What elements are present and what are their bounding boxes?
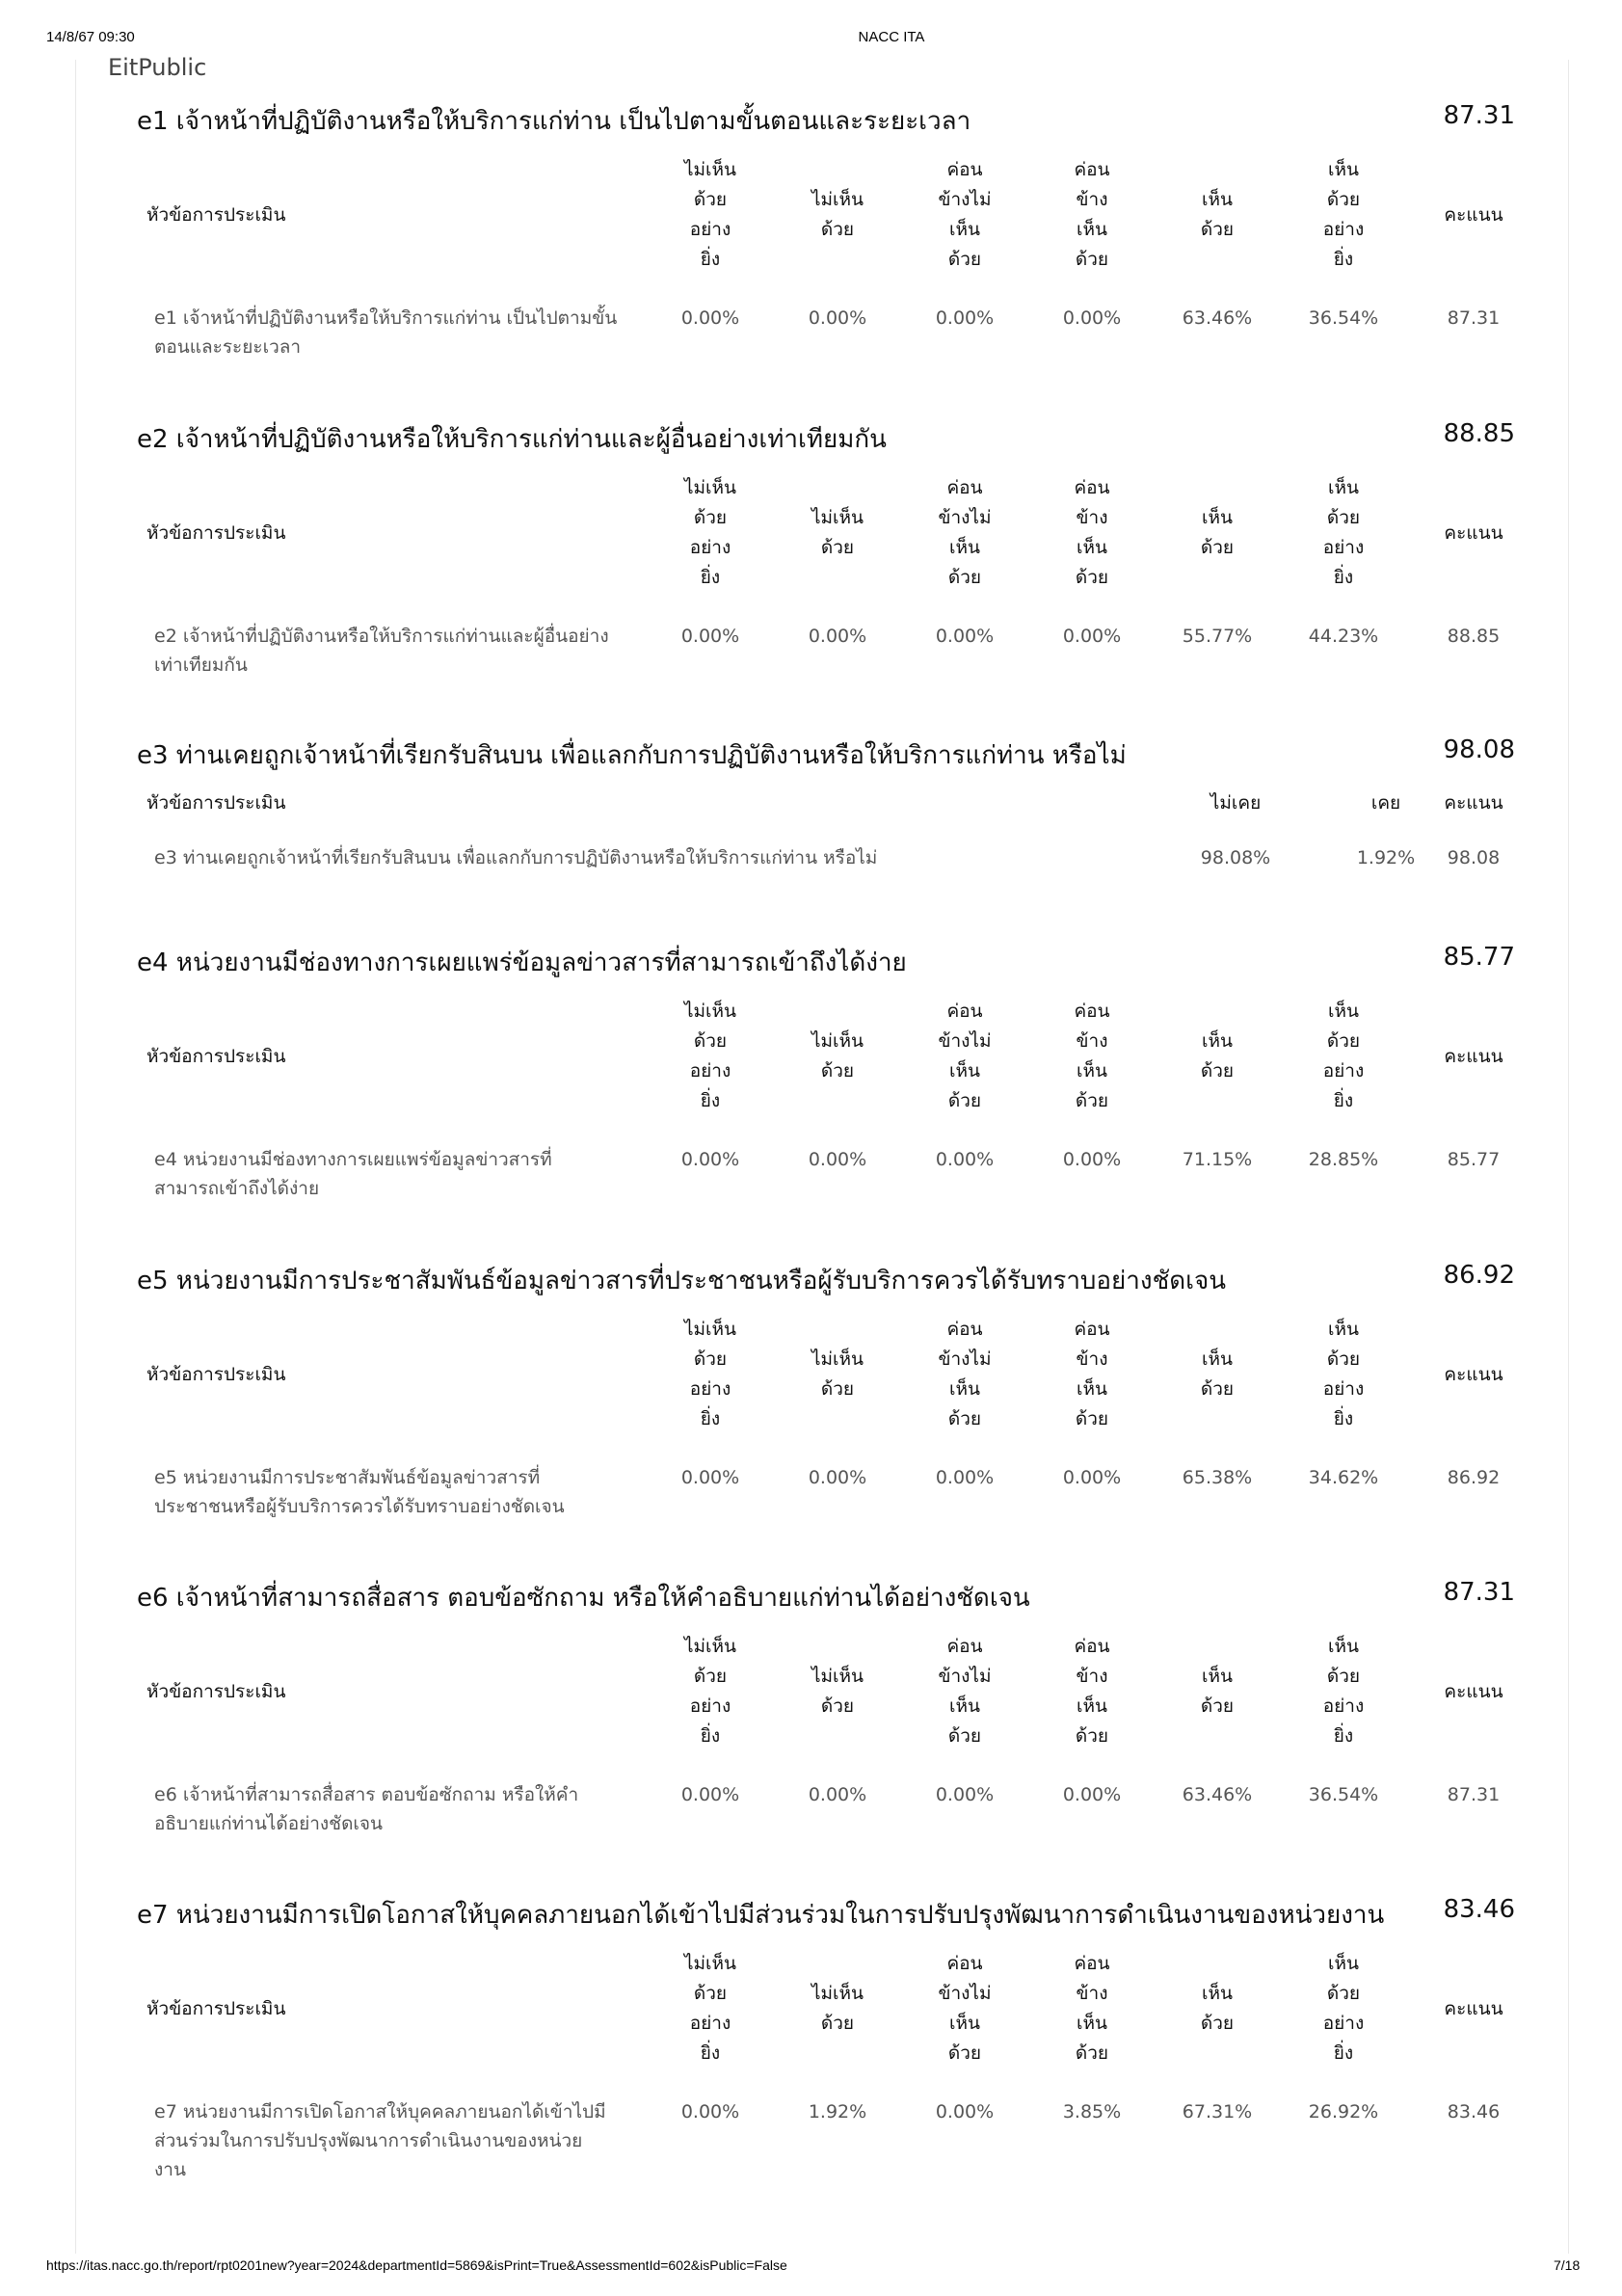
header-line: ยิ่ง [700, 249, 721, 270]
table-header [137, 989, 1525, 1124]
header-line: อย่าง [1322, 2013, 1365, 2034]
section-title: e2 เจ้าหน้าที่ปฏิบัติงานหรือให้บริการแก่ท่านและผู้อื่นอย่างเท่าเทียมกัน [137, 425, 887, 454]
header-line: เห็น [948, 2013, 980, 2034]
row-score: 87.31 [1447, 1784, 1501, 1805]
header-line: ข้าง [1076, 1666, 1108, 1687]
row-value: 0.00% [935, 307, 995, 329]
row-value: 0.00% [1062, 1149, 1122, 1170]
section-e3 [137, 735, 1525, 868]
row-label [154, 622, 655, 680]
header-line: เห็น [1201, 1030, 1233, 1052]
row-value: 0.00% [935, 1467, 995, 1488]
header-line: ด้วย [1326, 1666, 1361, 1687]
header-score: คะแนน [1444, 203, 1503, 226]
header-col-4 [1039, 147, 1145, 282]
row-value: 63.46% [1182, 307, 1253, 329]
header-col-5 [1164, 989, 1270, 1124]
header-line: ไม่เห็น [683, 1001, 737, 1022]
header-line: เห็น [948, 219, 980, 240]
header-col-4 [1039, 1941, 1145, 2076]
header-col-5 [1164, 1624, 1270, 1759]
header-line: อย่าง [1322, 537, 1365, 558]
header-col-1 [657, 989, 763, 1124]
header-col-4 [1039, 989, 1145, 1124]
row-value: 0.00% [935, 1784, 995, 1805]
section-title-row [137, 1261, 1525, 1299]
header-score: คะแนน [1444, 1363, 1503, 1385]
header-line: ด้วย [1200, 1060, 1235, 1081]
header-line: ไม่เห็น [683, 1319, 737, 1340]
header-line: ไม่เห็น [683, 159, 737, 180]
row-label-line: e4 หน่วยงานมีช่องทางการเผยแพร่ข้อมูลข่าวสารที่ [154, 1149, 552, 1170]
row-label-line: เท่าเทียมกัน [154, 654, 248, 676]
header-line: ด้วย [820, 1695, 855, 1717]
header-line: ด้วย [820, 219, 855, 240]
brand-label: EitPublic [108, 54, 207, 81]
header-line: เห็น [1327, 1319, 1359, 1340]
header-line: ด้วย [693, 1030, 728, 1052]
header-line: ข้างไม่ [938, 1666, 992, 1687]
header-score: คะแนน [1444, 1045, 1503, 1067]
header-line: ค่อน [946, 1636, 983, 1657]
section-e7 [137, 1895, 1525, 2180]
header-line: เห็น [1327, 1001, 1359, 1022]
header-line: ข้างไม่ [938, 1348, 992, 1370]
row-label-line: e2 เจ้าหน้าที่ปฏิบัติงานหรือให้บริการแก่ท่านและผู้อื่นอย่าง [154, 626, 609, 647]
header-line: เห็น [1201, 1666, 1233, 1687]
header-line: ด้วย [693, 1348, 728, 1370]
header-line: ยิ่ง [700, 1090, 721, 1111]
header-col-6 [1290, 989, 1396, 1124]
row-score: 83.46 [1447, 2101, 1501, 2122]
row-label [154, 1780, 655, 1838]
header-line: ค่อน [946, 1319, 983, 1340]
header-line: ข้าง [1076, 1348, 1108, 1370]
row-value: 63.46% [1182, 1784, 1253, 1805]
row-label-line: e7 หน่วยงานมีการเปิดโอกาสให้บุคคลภายนอกได้เข้าไปมี [154, 2101, 606, 2122]
header-line: ด้วย [820, 537, 855, 558]
header-line: ไม่เห็น [683, 1636, 737, 1657]
header-line: อย่าง [689, 1378, 731, 1400]
section-score: 87.31 [1443, 101, 1515, 130]
header-col-2 [784, 1624, 891, 1759]
row-label-line: e5 หน่วยงานมีการประชาสัมพันธ์ข้อมูลข่าวสารที่ [154, 1467, 541, 1488]
header-line: ด้วย [947, 1725, 982, 1747]
row-value: 0.00% [680, 2101, 740, 2122]
header-never: ไม่เคย [1210, 791, 1262, 814]
row-value: 0.00% [808, 1149, 867, 1170]
section-e2 [137, 419, 1525, 676]
header-col-4 [1039, 466, 1145, 601]
header-line: ด้วย [1075, 249, 1109, 270]
header-line: ไม่เห็น [811, 1030, 864, 1052]
section-score: 88.85 [1443, 419, 1515, 448]
header-line: ค่อน [946, 1953, 983, 1974]
header-col-3 [912, 989, 1018, 1124]
header-line: ค่อน [946, 477, 983, 498]
section-title-row [137, 1895, 1525, 1934]
header-col-3 [912, 1941, 1018, 2076]
row-label [154, 843, 1022, 872]
header-line: อย่าง [1322, 1378, 1365, 1400]
header-line: เห็น [1327, 159, 1359, 180]
row-label-line: e3 ท่านเคยถูกเจ้าหน้าที่เรียกรับสินบน เพื่อแลกกับการปฏิบัติงานหรือให้บริการแก่ท่าน หรือไม่ [154, 847, 878, 868]
header-line: ยิ่ง [700, 1408, 721, 1429]
row-value: 0.00% [1062, 1467, 1122, 1488]
header-line: เห็น [1076, 537, 1107, 558]
header-line: เห็น [948, 1378, 980, 1400]
header-line: เห็น [1201, 189, 1233, 210]
header-line: ด้วย [693, 189, 728, 210]
header-line: ด้วย [820, 2013, 855, 2034]
header-line: ยิ่ง [700, 567, 721, 588]
row-label [154, 1145, 655, 1203]
row-value: 0.00% [680, 1467, 740, 1488]
header-col-6 [1290, 1941, 1396, 2076]
header-label: หัวข้อการประเมิน [146, 203, 286, 226]
header-line: ด้วย [820, 1060, 855, 1081]
header-line: เห็น [1327, 1953, 1359, 1974]
row-value: 67.31% [1182, 2101, 1253, 2122]
header-line: ข้าง [1076, 189, 1108, 210]
header-col-1 [657, 466, 763, 601]
header-line: ด้วย [947, 1090, 982, 1111]
header-col-1 [657, 1624, 763, 1759]
header-line: ด้วย [693, 507, 728, 528]
header-ever: เคย [1370, 791, 1401, 814]
section-title-row [137, 101, 1525, 140]
header-line: ด้วย [693, 1666, 728, 1687]
header-col-1 [657, 1307, 763, 1442]
header-line: อย่าง [689, 2013, 731, 2034]
header-line: ไม่เห็น [811, 189, 864, 210]
section-title: e3 ท่านเคยถูกเจ้าหน้าที่เรียกรับสินบน เพื่อแลกกับการปฏิบัติงานหรือให้บริการแก่ท่าน หรือไม่ [137, 741, 1127, 770]
header-line: ด้วย [1075, 1408, 1109, 1429]
header-line: ด้วย [1326, 1348, 1361, 1370]
section-title: e7 หน่วยงานมีการเปิดโอกาสให้บุคคลภายนอกได้เข้าไปมีส่วนร่วมในการปรับปรุงพัฒนาการดำเนินงานของหน่วยงาน [137, 1901, 1385, 1930]
header-line: ด้วย [1200, 1378, 1235, 1400]
row-value: 36.54% [1308, 307, 1379, 329]
header-line: ข้าง [1076, 1030, 1108, 1052]
header-line: เห็น [948, 537, 980, 558]
row-score: 88.85 [1447, 626, 1501, 647]
header-line: ไม่เห็น [811, 1348, 864, 1370]
header-line: ด้วย [947, 2042, 982, 2064]
header-line: ค่อน [1074, 1636, 1110, 1657]
header-col-2 [784, 1941, 891, 2076]
header-line: ข้าง [1076, 1983, 1108, 2004]
header-col-2 [784, 989, 891, 1124]
header-line: ด้วย [1200, 2013, 1235, 2034]
header-col-6 [1290, 466, 1396, 601]
row-value: 0.00% [808, 307, 867, 329]
print-title: NACC ITA [858, 29, 925, 45]
header-col-5 [1164, 466, 1270, 601]
header-line: ด้วย [1200, 219, 1235, 240]
header-line: ยิ่ง [1333, 567, 1354, 588]
header-line: ด้วย [1075, 1090, 1109, 1111]
row-value: 0.00% [1062, 307, 1122, 329]
row-value: 0.00% [680, 1784, 740, 1805]
header-line: ด้วย [1075, 1725, 1109, 1747]
header-col-3 [912, 1307, 1018, 1442]
header-line: ด้วย [1200, 537, 1235, 558]
row-value: 1.92% [808, 2101, 867, 2122]
section-e4 [137, 943, 1525, 1199]
section-e6 [137, 1578, 1525, 1834]
header-line: ด้วย [1326, 507, 1361, 528]
row-value: 0.00% [935, 2101, 995, 2122]
row-value: 55.77% [1182, 626, 1253, 647]
print-datetime: 14/8/67 09:30 [46, 29, 135, 45]
header-col-3 [912, 1624, 1018, 1759]
table-header [137, 466, 1525, 601]
header-line: ด้วย [1200, 1695, 1235, 1717]
header-line: เห็น [1076, 219, 1107, 240]
header-line: เห็น [1076, 1378, 1107, 1400]
header-line: ยิ่ง [700, 2042, 721, 2064]
header-line: ด้วย [1075, 2042, 1109, 2064]
header-col-2 [784, 466, 891, 601]
header-col-4 [1039, 1307, 1145, 1442]
header-line: เห็น [1076, 1060, 1107, 1081]
row-value: 26.92% [1308, 2101, 1379, 2122]
print-header [0, 29, 1622, 48]
header-line: เห็น [1201, 1983, 1233, 2004]
print-url: https://itas.nacc.go.th/report/rpt0201new?year=2024&departmentId=5869&isPrint=True&AssessmentId=602&isPublic=False [46, 2257, 787, 2273]
row-value: 0.00% [680, 1149, 740, 1170]
row-score: 86.92 [1447, 1467, 1501, 1488]
header-col-2 [784, 1307, 891, 1442]
header-line: ยิ่ง [1333, 1408, 1354, 1429]
row-label-line: งาน [154, 2159, 186, 2180]
header-line: เห็น [1327, 477, 1359, 498]
section-score: 83.46 [1443, 1895, 1515, 1924]
section-title-row [137, 419, 1525, 458]
row-value: 36.54% [1308, 1784, 1379, 1805]
section-title-row [137, 735, 1525, 774]
section-score: 86.92 [1443, 1261, 1515, 1290]
row-value: 98.08% [1200, 847, 1271, 868]
header-line: เห็น [1076, 2013, 1107, 2034]
header-line: ไม่เห็น [811, 1666, 864, 1687]
header-line: ยิ่ง [1333, 1725, 1354, 1747]
row-label-line: e1 เจ้าหน้าที่ปฏิบัติงานหรือให้บริการแก่ท่าน เป็นไปตามขั้น [154, 307, 618, 329]
header-col-1 [657, 147, 763, 282]
header-line: อย่าง [689, 1060, 731, 1081]
header-line: ด้วย [1326, 189, 1361, 210]
header-col-5 [1164, 147, 1270, 282]
row-value: 0.00% [1062, 1784, 1122, 1805]
row-value: 0.00% [935, 1149, 995, 1170]
header-line: ค่อน [946, 159, 983, 180]
row-value: 0.00% [680, 307, 740, 329]
header-label: หัวข้อการประเมิน [146, 521, 286, 544]
section-title: e6 เจ้าหน้าที่สามารถสื่อสาร ตอบข้อซักถาม หรือให้คำอธิบายแก่ท่านได้อย่างชัดเจน [137, 1584, 1030, 1613]
header-col-5 [1164, 1941, 1270, 2076]
header-line: อย่าง [1322, 1060, 1365, 1081]
header-line: เห็น [1076, 1695, 1107, 1717]
header-col-4 [1039, 1624, 1145, 1759]
header-label: หัวข้อการประเมิน [146, 791, 286, 814]
header-line: อย่าง [1322, 219, 1365, 240]
row-score: 85.77 [1447, 1149, 1501, 1170]
header-col-3 [912, 147, 1018, 282]
header-line: ไม่เห็น [683, 1953, 737, 1974]
header-line: ด้วย [1326, 1983, 1361, 2004]
header-line: ค่อน [946, 1001, 983, 1022]
header-line: อย่าง [1322, 1695, 1365, 1717]
header-line: ไม่เห็น [811, 507, 864, 528]
table-header [137, 784, 1525, 822]
row-value: 0.00% [808, 626, 867, 647]
row-value: 65.38% [1182, 1467, 1253, 1488]
row-value: 0.00% [935, 626, 995, 647]
row-label-line: ประชาชนหรือผู้รับบริการควรได้รับทราบอย่างชัดเจน [154, 1496, 565, 1517]
table-header [137, 1941, 1525, 2076]
row-score: 87.31 [1447, 307, 1501, 329]
row-value: 34.62% [1308, 1467, 1379, 1488]
header-line: ไม่เห็น [811, 1983, 864, 2004]
header-line: ด้วย [820, 1378, 855, 1400]
row-label [154, 2097, 655, 2184]
header-line: ค่อน [1074, 159, 1110, 180]
header-line: ค่อน [1074, 1953, 1110, 1974]
header-line: ค่อน [1074, 1319, 1110, 1340]
header-col-6 [1290, 1624, 1396, 1759]
header-score: คะแนน [1444, 1997, 1503, 2019]
header-col-6 [1290, 1307, 1396, 1442]
row-value: 28.85% [1308, 1149, 1379, 1170]
header-score: คะแนน [1444, 791, 1503, 814]
row-label-line: ตอนและระยะเวลา [154, 336, 302, 358]
header-line: เห็น [948, 1060, 980, 1081]
section-score: 98.08 [1443, 735, 1515, 764]
header-line: ข้าง [1076, 507, 1108, 528]
row-score: 98.08 [1447, 847, 1501, 868]
header-line: อย่าง [689, 219, 731, 240]
row-label-line: e6 เจ้าหน้าที่สามารถสื่อสาร ตอบข้อซักถาม หรือให้คำ [154, 1784, 579, 1805]
print-footer [0, 2257, 1622, 2277]
section-e1 [137, 101, 1525, 358]
header-label: หัวข้อการประเมิน [146, 1997, 286, 2019]
section-score: 87.31 [1443, 1578, 1515, 1607]
header-line: เห็น [948, 1695, 980, 1717]
header-label: หัวข้อการประเมิน [146, 1363, 286, 1385]
header-line: ไม่เห็น [683, 477, 737, 498]
row-value: 0.00% [1062, 626, 1122, 647]
row-value: 44.23% [1308, 626, 1379, 647]
header-line: ข้างไม่ [938, 507, 992, 528]
header-score: คะแนน [1444, 521, 1503, 544]
section-score: 85.77 [1443, 943, 1515, 972]
header-col-2 [784, 147, 891, 282]
header-col-3 [912, 466, 1018, 601]
section-title: e1 เจ้าหน้าที่ปฏิบัติงานหรือให้บริการแก่ท่าน เป็นไปตามขั้นตอนและระยะเวลา [137, 107, 971, 136]
header-line: ข้างไม่ [938, 189, 992, 210]
row-label-line: อธิบายแก่ท่านได้อย่างชัดเจน [154, 1813, 384, 1834]
header-line: ด้วย [693, 1983, 728, 2004]
table-header [137, 1624, 1525, 1759]
header-line: ค่อน [1074, 1001, 1110, 1022]
row-value: 0.00% [680, 626, 740, 647]
header-col-5 [1164, 1307, 1270, 1442]
row-value: 71.15% [1182, 1149, 1253, 1170]
header-label: หัวข้อการประเมิน [146, 1045, 286, 1067]
row-value: 0.00% [808, 1784, 867, 1805]
row-value: 3.85% [1062, 2101, 1122, 2122]
header-line: ข้างไม่ [938, 1983, 992, 2004]
table-header [137, 147, 1525, 282]
section-title: e5 หน่วยงานมีการประชาสัมพันธ์ข้อมูลข่าวสารที่ประชาชนหรือผู้รับบริการควรได้รับทราบอย่างชัดเจน [137, 1267, 1226, 1295]
header-line: ค่อน [1074, 477, 1110, 498]
header-line: เห็น [1201, 507, 1233, 528]
header-line: ด้วย [1326, 1030, 1361, 1052]
header-line: ข้างไม่ [938, 1030, 992, 1052]
header-line: อย่าง [689, 1695, 731, 1717]
header-line: ด้วย [947, 249, 982, 270]
header-line: ยิ่ง [1333, 2042, 1354, 2064]
header-label: หัวข้อการประเมิน [146, 1680, 286, 1702]
header-line: อย่าง [689, 537, 731, 558]
row-label [154, 304, 655, 361]
header-line: เห็น [1327, 1636, 1359, 1657]
section-e5 [137, 1261, 1525, 1517]
header-score: คะแนน [1444, 1680, 1503, 1702]
header-line: ด้วย [947, 1408, 982, 1429]
header-line: ยิ่ง [1333, 249, 1354, 270]
row-value: 0.00% [808, 1467, 867, 1488]
header-line: ด้วย [947, 567, 982, 588]
header-line: ด้วย [1075, 567, 1109, 588]
section-title-row [137, 1578, 1525, 1616]
header-col-1 [657, 1941, 763, 2076]
header-line: ยิ่ง [1333, 1090, 1354, 1111]
header-line: ยิ่ง [700, 1725, 721, 1747]
section-title-row [137, 943, 1525, 981]
header-line: เห็น [1201, 1348, 1233, 1370]
header-col-6 [1290, 147, 1396, 282]
row-value: 1.92% [1356, 847, 1416, 868]
row-label [154, 1463, 655, 1521]
table-header [137, 1307, 1525, 1442]
section-title: e4 หน่วยงานมีช่องทางการเผยแพร่ข้อมูลข่าวสารที่สามารถเข้าถึงได้ง่าย [137, 948, 907, 977]
page-number: 7/18 [1554, 2257, 1581, 2273]
row-label-line: สามารถเข้าถึงได้ง่าย [154, 1178, 320, 1199]
row-label-line: ส่วนร่วมในการปรับปรุงพัฒนาการดำเนินงานของหน่วย [154, 2130, 583, 2151]
